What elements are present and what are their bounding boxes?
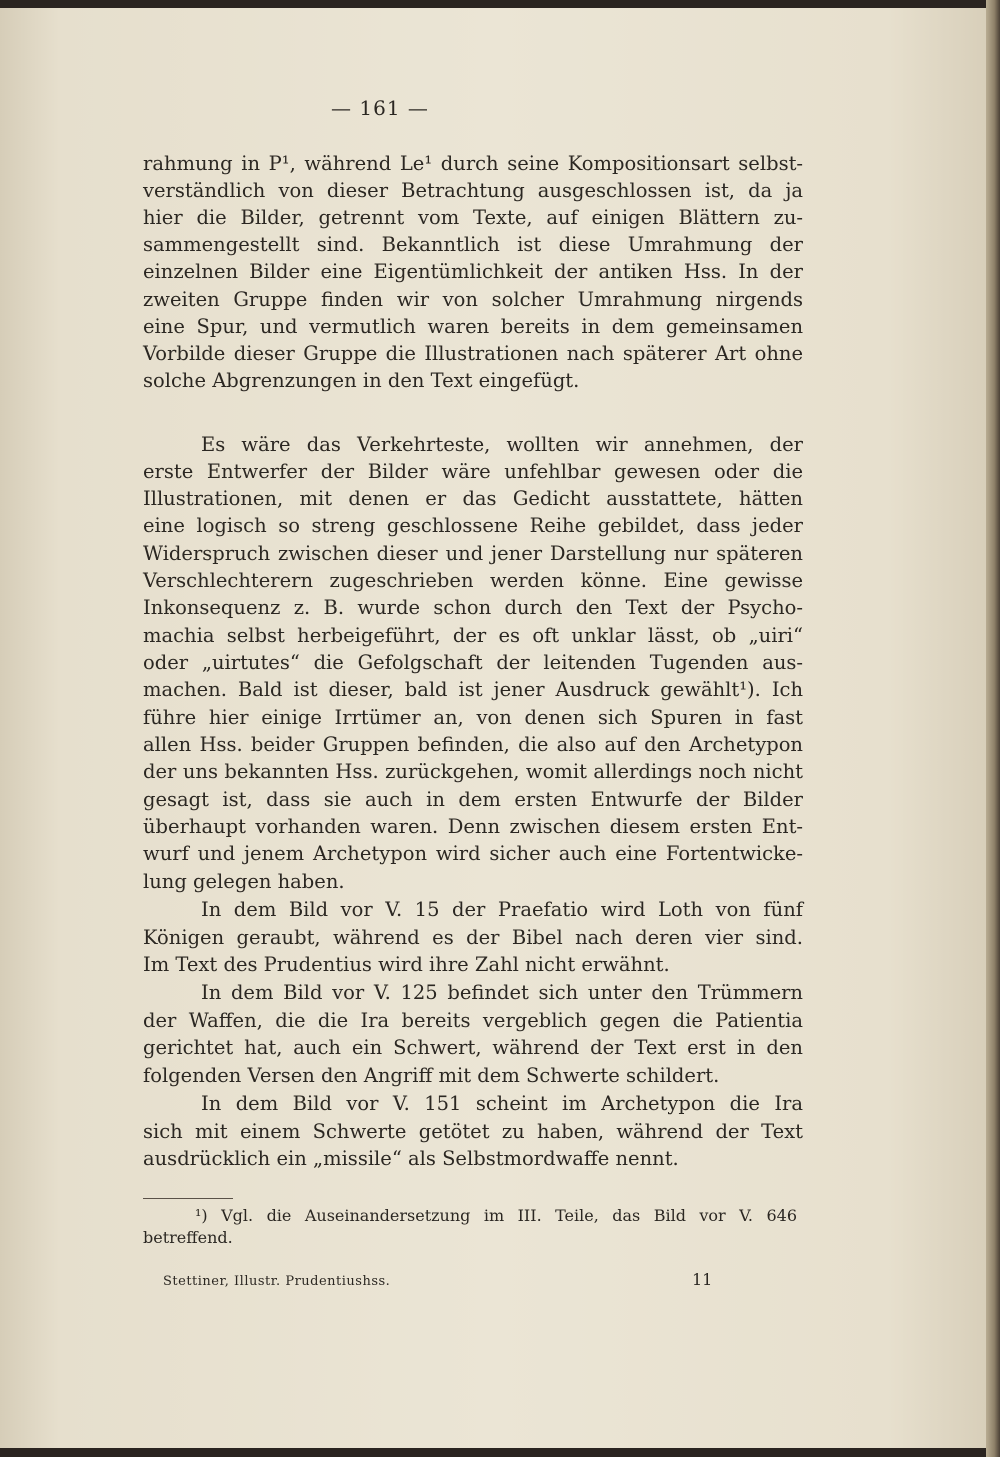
text-line: hier die Bilder, getrennt vom Texte, auf einigen Blättern zu-: [143, 206, 803, 229]
text-line: rahmung in P¹, während Le¹ durch seine Kompositionsart selbst-: [143, 152, 803, 175]
text-line: gesagt ist, dass sie auch in dem ersten Entwurfe der Bilder: [143, 788, 803, 811]
paragraph-start-line: In dem Bild vor V. 15 der Praefatio wird Loth von fünf: [201, 898, 803, 921]
paragraph-start-line: Es wäre das Verkehrteste, wollten wir annehmen, der: [201, 433, 803, 456]
text-line: sich mit einem Schwerte getötet zu haben, während der Text: [143, 1120, 803, 1143]
printer-signature: Stettiner, Illustr. Prudentiushss.: [163, 1274, 391, 1289]
text-line: gerichtet hat, auch ein Schwert, während der Text erst in den: [143, 1036, 803, 1059]
text-line: Illustrationen, mit denen er das Gedicht ausstattete, hätten: [143, 487, 803, 510]
text-line: wurf und jenem Archetypon wird sicher auch eine Fortentwicke-: [143, 842, 803, 865]
text-line: einzelnen Bilder eine Eigentümlichkeit der antiken Hss. In der: [143, 260, 803, 283]
text-line: überhaupt vorhanden waren. Denn zwischen diesem ersten Ent-: [143, 815, 803, 838]
text-line: folgenden Versen den Angriff mit dem Schwerte schildert.: [143, 1064, 720, 1087]
text-line: Königen geraubt, während es der Bibel nach deren vier sind.: [143, 926, 803, 949]
page-edge: [986, 0, 1000, 1457]
text-line: eine logisch so streng geschlossene Reihe gebildet, dass jeder: [143, 514, 803, 537]
text-line: machia selbst herbeigeführt, der es oft unklar lässt, ob „uiri“: [143, 624, 803, 647]
text-line: sammengestellt sind. Bekanntlich ist diese Umrahmung der: [143, 233, 803, 256]
text-line: Im Text des Prudentius wird ihre Zahl nicht erwähnt.: [143, 953, 670, 976]
text-line: oder „uirtutes“ die Gefolgschaft der leitenden Tugenden aus-: [143, 651, 803, 674]
sheet-number: 11: [692, 1270, 713, 1289]
text-line: lung gelegen haben.: [143, 870, 345, 893]
text-line: ausdrücklich ein „missile“ als Selbstmordwaffe nennt.: [143, 1147, 679, 1170]
text-line: führe hier einige Irrtümer an, von denen sich Spuren in fast: [143, 706, 803, 729]
text-line: eine Spur, und vermutlich waren bereits in dem gemeinsamen: [143, 315, 803, 338]
book-page: [0, 8, 986, 1448]
footnote-separator: [143, 1198, 233, 1199]
footnote-line: betreffend.: [143, 1228, 233, 1247]
text-line: Vorbilde dieser Gruppe die Illustrationen nach späterer Art ohne: [143, 342, 803, 365]
footnote-line: ¹) Vgl. die Auseinandersetzung im III. Teile, das Bild vor V. 646: [195, 1206, 797, 1225]
text-line: erste Entwerfer der Bilder wäre unfehlbar gewesen oder die: [143, 460, 803, 483]
text-line: solche Abgrenzungen in den Text eingefügt.: [143, 369, 580, 392]
text-line: Inkonsequenz z. B. wurde schon durch den Text der Psycho-: [143, 596, 803, 619]
text-line: Widerspruch zwischen dieser und jener Darstellung nur späteren: [143, 542, 803, 565]
text-line: verständlich von dieser Betrachtung ausgeschlossen ist, da ja: [143, 179, 803, 202]
text-line: machen. Bald ist dieser, bald ist jener Ausdruck gewählt¹). Ich: [143, 678, 803, 701]
text-line: Verschlechterern zugeschrieben werden könne. Eine gewisse: [143, 569, 803, 592]
text-line: der uns bekannten Hss. zurückgehen, womit allerdings noch nicht: [143, 760, 803, 783]
paragraph-start-line: In dem Bild vor V. 125 befindet sich unter den Trümmern: [201, 981, 803, 1004]
text-line: zweiten Gruppe finden wir von solcher Umrahmung nirgends: [143, 288, 803, 311]
text-line: der Waffen, die die Ira bereits vergeblich gegen die Patientia: [143, 1009, 803, 1032]
page-number: — 161 —: [331, 96, 429, 120]
paragraph-start-line: In dem Bild vor V. 151 scheint im Archetypon die Ira: [201, 1092, 803, 1115]
text-line: allen Hss. beider Gruppen befinden, die also auf den Archetypon: [143, 733, 803, 756]
